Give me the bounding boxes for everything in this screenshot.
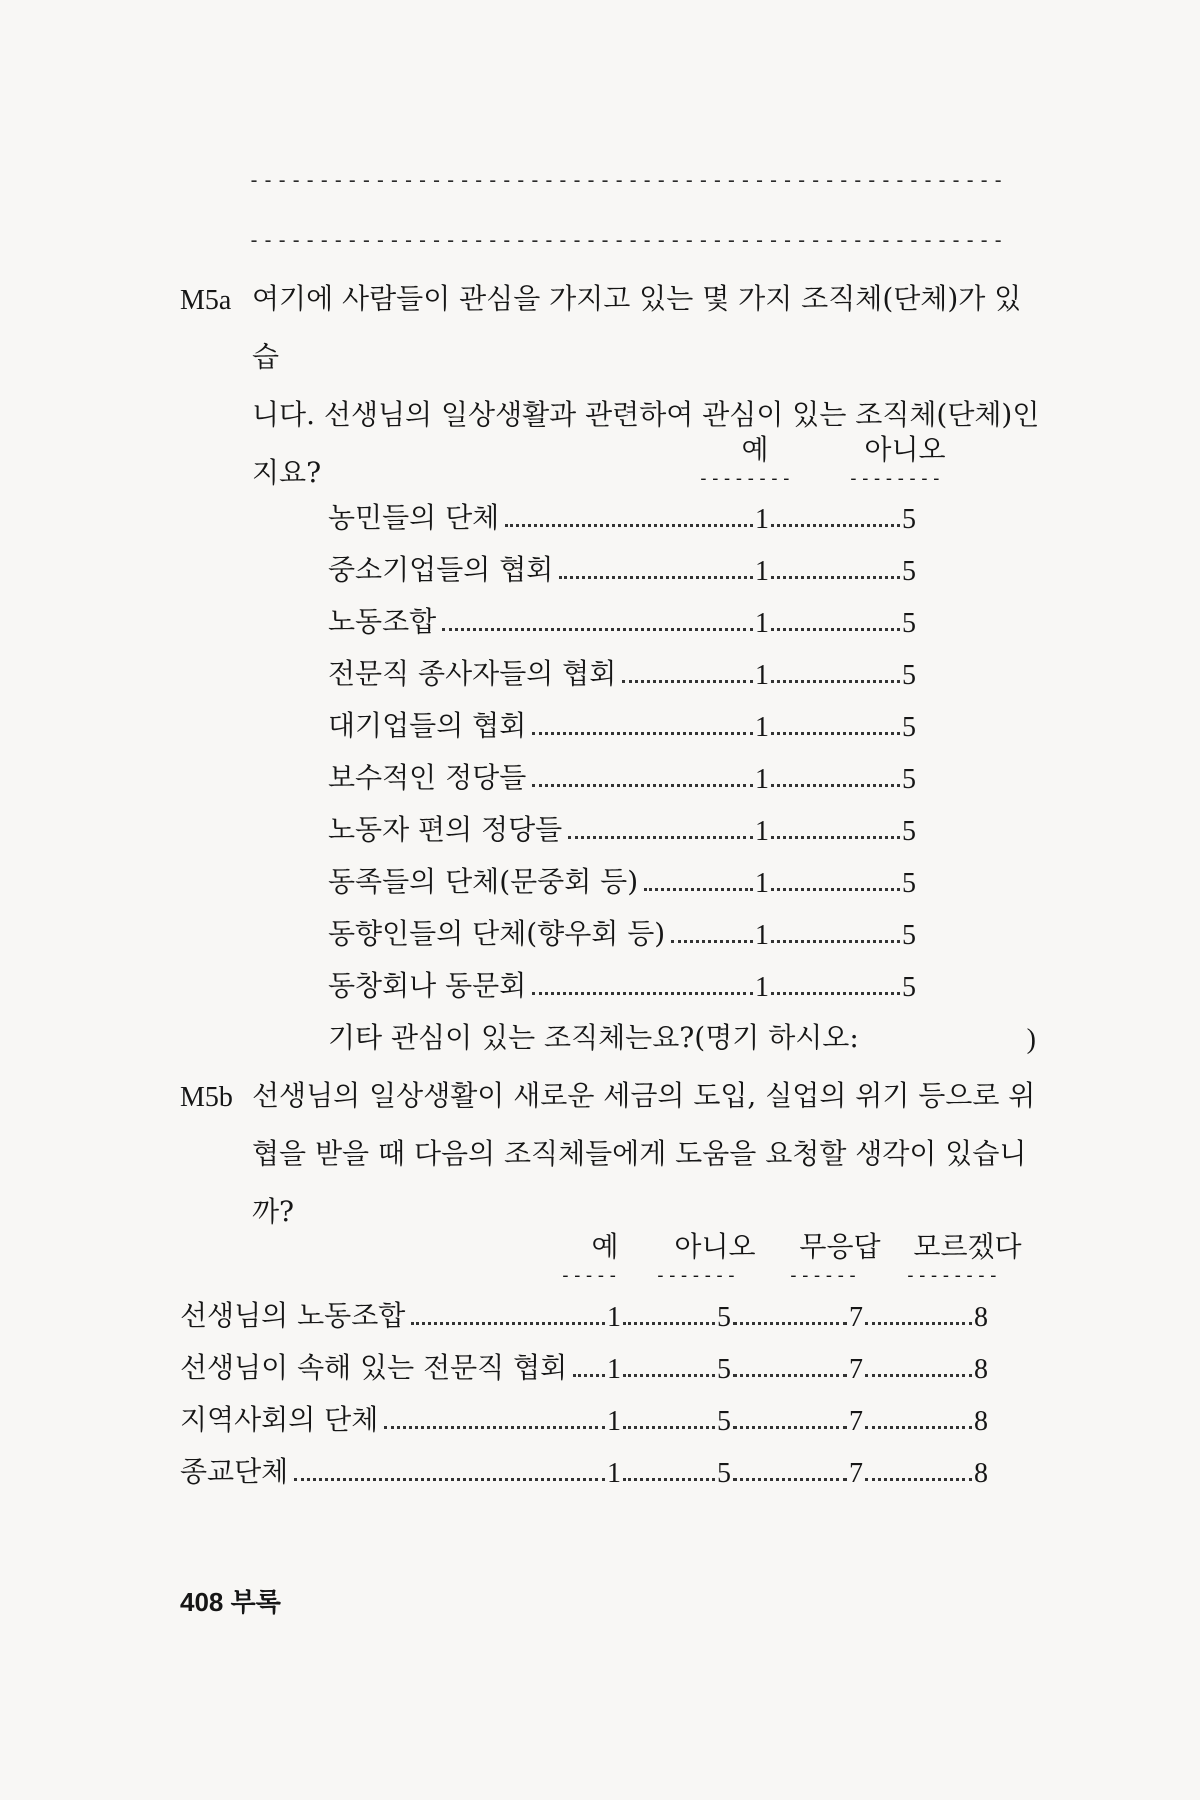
- code-no: 5: [902, 608, 916, 639]
- separator-line-1: ------------------------------------------------------: [248, 168, 1007, 192]
- item-label: 전문직 종사자들의 협회: [328, 657, 617, 690]
- question-line: 까?: [252, 1195, 295, 1228]
- code-yes: 1: [755, 660, 769, 691]
- list-item: [328, 600, 918, 640]
- code-dont-know: 8: [974, 1406, 988, 1437]
- item-label: 노동자 편의 정당들: [328, 813, 563, 846]
- item-label: 중소기업들의 협회: [328, 553, 554, 586]
- item-label: 동족들의 단체(문중회 등): [328, 865, 639, 898]
- item-label: 보수적인 정당들: [328, 761, 527, 794]
- column-underline: ------: [788, 1265, 860, 1286]
- section-name: 부록: [230, 1587, 281, 1617]
- item-label: 농민들의 단체: [328, 501, 500, 534]
- list-item: [328, 652, 918, 692]
- list-item: [328, 964, 918, 1004]
- question-text-m5b: [252, 1067, 1042, 1241]
- item-label: 선생님이 속해 있는 전문직 협회: [180, 1351, 568, 1384]
- code-no: 5: [902, 816, 916, 847]
- separator-line-2: ------------------------------------------------------: [248, 228, 1007, 252]
- code-no-response: 7: [849, 1458, 863, 1489]
- column-header-no-response: 무응답: [799, 1230, 881, 1263]
- question-line: 지요?: [252, 456, 322, 489]
- column-underline: -----: [560, 1265, 620, 1286]
- column-underline: --------: [698, 468, 793, 489]
- item-label: 노동조합: [328, 605, 437, 638]
- code-yes: 1: [607, 1406, 621, 1437]
- page-number: 408: [180, 1587, 224, 1617]
- question-label-m5a: M5a: [180, 285, 232, 316]
- column-header-yes: 예: [591, 1230, 619, 1263]
- code-no: 5: [717, 1354, 731, 1385]
- column-underline: -------: [655, 1265, 738, 1286]
- code-no: 5: [902, 504, 916, 535]
- code-no: 5: [902, 920, 916, 951]
- other-text: 기타 관심이 있는 조직체는요?(명기 하시오:: [328, 1021, 859, 1054]
- item-label: 동창회나 동문회: [328, 969, 527, 1002]
- item-label: 지역사회의 단체: [180, 1403, 379, 1436]
- other-close-paren: ): [1026, 1024, 1036, 1055]
- code-no: 5: [902, 764, 916, 795]
- code-no: 5: [902, 712, 916, 743]
- code-yes: 1: [755, 608, 769, 639]
- code-no: 5: [717, 1406, 731, 1437]
- code-dont-know: 8: [974, 1458, 988, 1489]
- code-yes: 1: [607, 1458, 621, 1489]
- list-item: [328, 756, 918, 796]
- code-no: 5: [902, 972, 916, 1003]
- question-line: 협을 받을 때 다음의 조직체들에게 도움을 요청할 생각이 있습니: [252, 1137, 1027, 1170]
- column-header-dont-know: 모르겠다: [913, 1230, 1022, 1263]
- list-item: [328, 860, 918, 900]
- code-no: 5: [902, 868, 916, 899]
- list-item: [180, 1450, 990, 1490]
- column-underline: --------: [848, 468, 943, 489]
- list-item: [328, 548, 918, 588]
- code-dont-know: 8: [974, 1354, 988, 1385]
- code-yes: 1: [607, 1302, 621, 1333]
- code-yes: 1: [755, 556, 769, 587]
- question-line: 니다. 선생님의 일상생활과 관련하여 관심이 있는 조직체(단체)인: [252, 398, 1040, 431]
- item-label: 종교단체: [180, 1455, 289, 1488]
- column-header-no: 아니오: [674, 1230, 756, 1263]
- list-item: [328, 704, 918, 744]
- code-yes: 1: [755, 972, 769, 1003]
- code-no-response: 7: [849, 1406, 863, 1437]
- list-item: [328, 912, 918, 952]
- question-label-m5b: M5b: [180, 1082, 233, 1113]
- code-yes: 1: [755, 920, 769, 951]
- column-underline: --------: [905, 1265, 1000, 1286]
- page-footer: [180, 1582, 281, 1619]
- other-line: [328, 1016, 1038, 1056]
- code-no: 5: [717, 1302, 731, 1333]
- item-label: 동향인들의 단체(향우회 등): [328, 917, 666, 950]
- code-no: 5: [717, 1458, 731, 1489]
- list-item: [180, 1294, 990, 1334]
- item-label: 선생님의 노동조합: [180, 1299, 406, 1332]
- code-yes: 1: [755, 712, 769, 743]
- code-no: 5: [902, 556, 916, 587]
- code-yes: 1: [755, 764, 769, 795]
- item-label: 대기업들의 협회: [328, 709, 527, 742]
- code-yes: 1: [607, 1354, 621, 1385]
- code-no-response: 7: [849, 1302, 863, 1333]
- code-yes: 1: [755, 504, 769, 535]
- column-header-no: 아니오: [864, 433, 946, 466]
- list-item: [328, 808, 918, 848]
- code-no: 5: [902, 660, 916, 691]
- list-item: [328, 496, 918, 536]
- list-item: [180, 1398, 990, 1438]
- code-yes: 1: [755, 816, 769, 847]
- list-item: [180, 1346, 990, 1386]
- code-yes: 1: [755, 868, 769, 899]
- question-line: 선생님의 일상생활이 새로운 세금의 도입, 실업의 위기 등으로 위: [252, 1079, 1036, 1112]
- question-line: 여기에 사람들이 관심을 가지고 있는 몇 가지 조직체(단체)가 있습: [252, 282, 1022, 373]
- code-dont-know: 8: [974, 1302, 988, 1333]
- column-header-yes: 예: [741, 433, 769, 466]
- code-no-response: 7: [849, 1354, 863, 1385]
